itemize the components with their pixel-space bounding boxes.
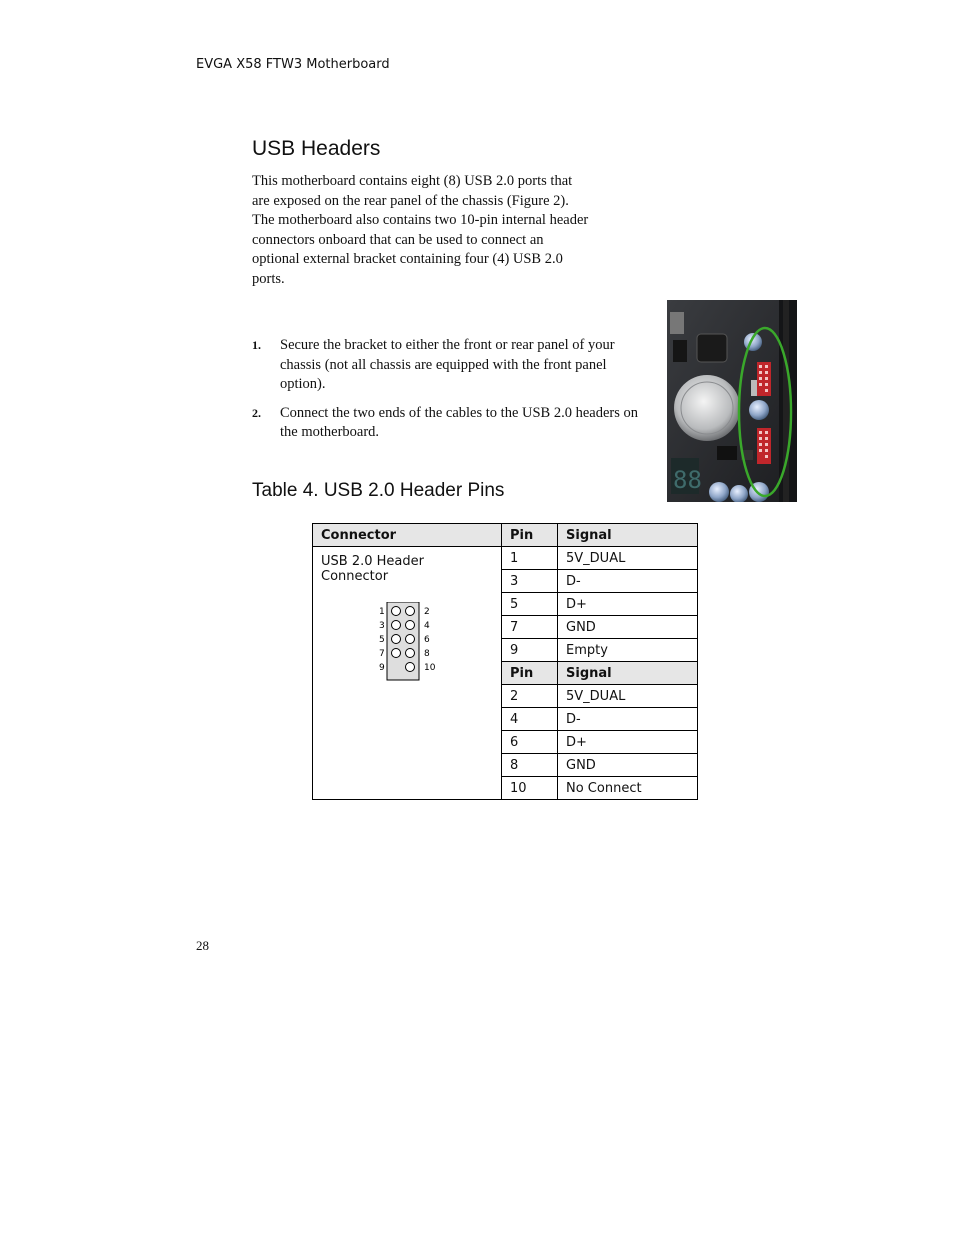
- pin-cell: 10: [502, 777, 558, 800]
- signal-cell: D-: [558, 570, 698, 593]
- steps-list: [252, 336, 642, 452]
- pin-label: 10: [424, 663, 436, 673]
- running-header: EVGA X58 FTW3 Motherboard: [196, 57, 390, 72]
- signal-cell: D+: [558, 731, 698, 754]
- step-text: Connect the two ends of the cables to the USB 2.0 headers on the motherboard.: [280, 404, 638, 440]
- header-connector: Connector: [313, 524, 502, 547]
- step-item: [252, 404, 642, 443]
- pin-label: 7: [379, 649, 385, 659]
- step-text: Secure the bracket to either the front or rear panel of your chassis (not all chassis are equipped with the front panel option).: [280, 337, 615, 392]
- intro-paragraph: This motherboard contains eight (8) USB 2.0 ports that are exposed on the rear panel of the chassis (Figure 2). The motherboard also contains two 10-pin internal header connectors onboard that can be used to connect an optional external bracket containing four (4) USB 2.0 ports.: [252, 173, 589, 287]
- table-row: [313, 547, 698, 570]
- signal-cell: 5V_DUAL: [558, 547, 698, 570]
- pin-cell: 5: [502, 593, 558, 616]
- svg-text:88: 88: [673, 466, 702, 494]
- subheader-signal: Signal: [558, 662, 698, 685]
- pin-cell: 6: [502, 731, 558, 754]
- signal-cell: GND: [558, 616, 698, 639]
- subheader-pin: Pin: [502, 662, 558, 685]
- pin-label: 4: [424, 621, 430, 631]
- signal-cell: D+: [558, 593, 698, 616]
- header-pin: Pin: [502, 524, 558, 547]
- table-caption: Table 4. USB 2.0 Header Pins: [252, 480, 505, 501]
- pin-label: 6: [424, 635, 430, 645]
- signal-cell: Empty: [558, 639, 698, 662]
- page-number: 28: [196, 938, 209, 953]
- pin-cell: 9: [502, 639, 558, 662]
- pin-label: 5: [379, 635, 385, 645]
- step-item: [252, 336, 642, 395]
- motherboard-usb-header-photo: [667, 300, 797, 502]
- usb-header-pin-diagram: [371, 602, 451, 684]
- section-title: USB Headers: [252, 137, 381, 160]
- table-header-row: [313, 524, 698, 547]
- connector-label: USB 2.0 Header Connector: [321, 554, 424, 584]
- pin-label: 1: [379, 607, 385, 617]
- usb-header-pin-table: [312, 523, 698, 800]
- signal-cell: D-: [558, 708, 698, 731]
- pin-cell: 7: [502, 616, 558, 639]
- pin-cell: 3: [502, 570, 558, 593]
- pin-label: 3: [379, 621, 385, 631]
- header-signal: Signal: [558, 524, 698, 547]
- connector-cell: [313, 547, 502, 800]
- signal-cell: 5V_DUAL: [558, 685, 698, 708]
- pin-label: 2: [424, 607, 430, 617]
- step-number: 1.: [252, 338, 261, 352]
- step-number: 2.: [252, 405, 261, 420]
- signal-cell: No Connect: [558, 777, 698, 800]
- pin-cell: 8: [502, 754, 558, 777]
- pin-cell: 2: [502, 685, 558, 708]
- pin-label: 9: [379, 663, 385, 673]
- pin-cell: 4: [502, 708, 558, 731]
- pin-label: 8: [424, 649, 430, 659]
- signal-cell: GND: [558, 754, 698, 777]
- pin-cell: 1: [502, 547, 558, 570]
